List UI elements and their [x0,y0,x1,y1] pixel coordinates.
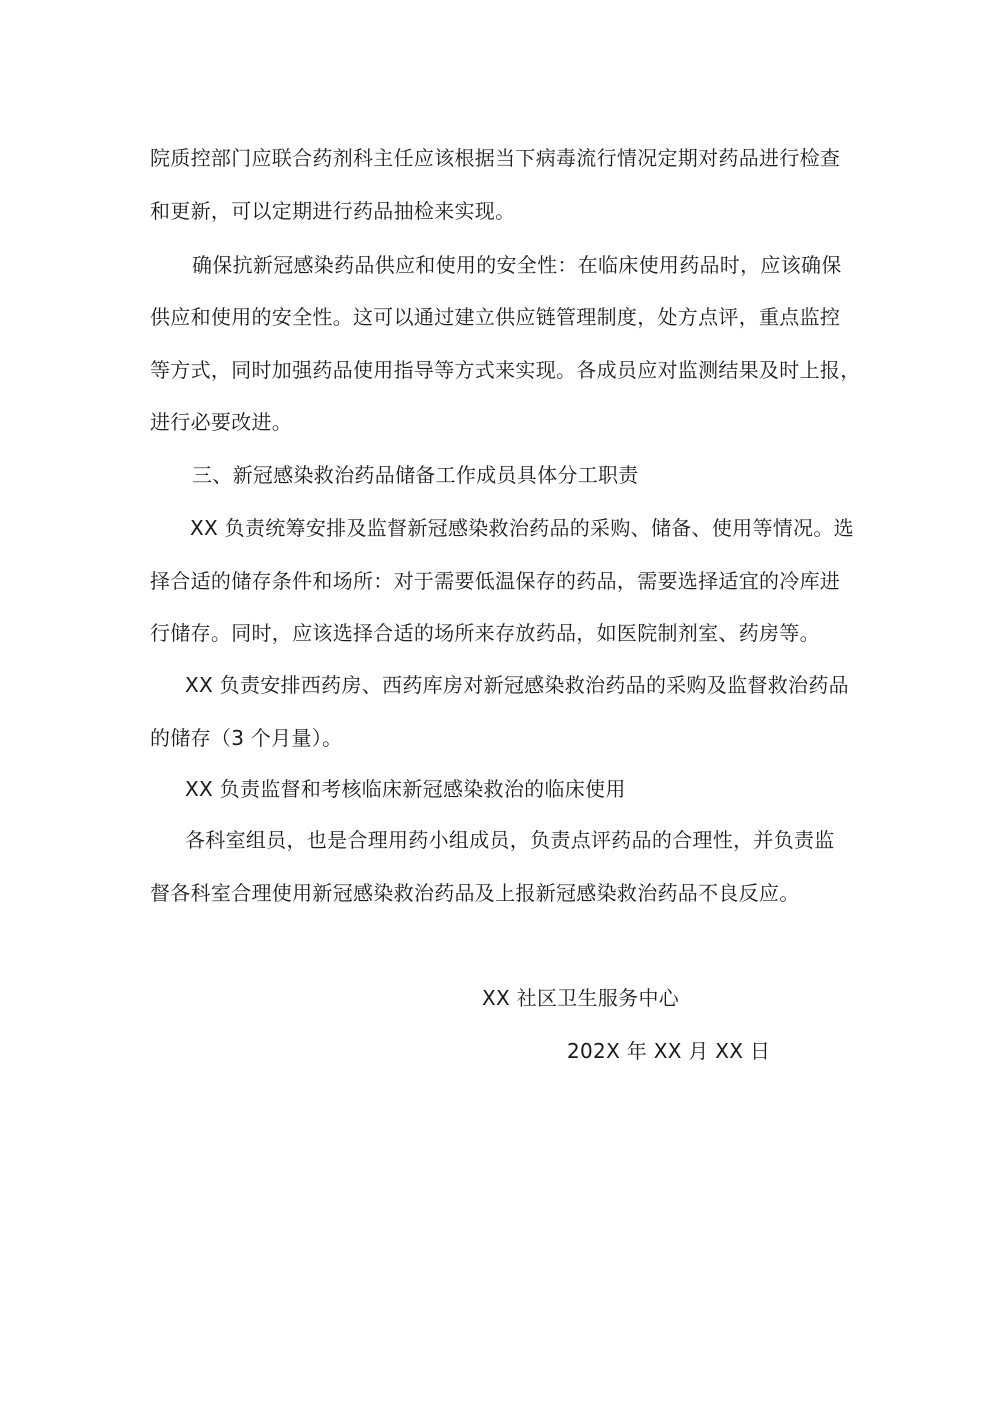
body-line-12: 的储存（3 个月量）。 [150,726,343,750]
body-line-15: 督各科室合理使用新冠感染救治药品及上报新冠感染救治药品不良反应。 [150,881,800,905]
body-line-13: XX 负责监督和考核临床新冠感染救治的临床使用 [185,777,626,801]
body-line-9: 择合适的储存条件和场所：对于需要低温保存的药品，需要选择适宜的冷库进 [150,569,841,593]
body-line-6: 进行必要改进。 [150,410,293,434]
signature-organization: XX 社区卫生服务中心 [482,986,680,1010]
body-line-4: 供应和使用的安全性。这可以通过建立供应链管理制度，处方点评，重点监控 [150,305,841,329]
section-heading: 三、新冠感染救治药品储备工作成员具体分工职责 [192,463,639,487]
body-line-2: 和更新，可以定期进行药品抽检来实现。 [150,199,516,223]
signature-date: 202X 年 XX 月 XX 日 [567,1039,771,1063]
body-line-5: 等方式，同时加强药品使用指导等方式来实现。各成员应对监测结果及时上报， [150,358,861,382]
body-line-1: 院质控部门应联合药剂科主任应该根据当下病毒流行情况定期对药品进行检查 [150,146,841,170]
body-line-8: XX 负责统筹安排及监督新冠感染救治药品的采购、储备、使用等情况。选 [190,516,854,540]
body-line-11: XX 负责安排西药房、西药库房对新冠感染救治药品的采购及监督救治药品 [185,673,849,697]
body-line-3: 确保抗新冠感染药品供应和使用的安全性：在临床使用药品时，应该确保 [192,253,842,277]
body-line-14: 各科室组员，也是合理用药小组成员，负责点评药品的合理性，并负责监 [185,828,835,852]
body-line-10: 行储存。同时，应该选择合适的场所来存放药品，如医院制剂室、药房等。 [150,621,820,645]
